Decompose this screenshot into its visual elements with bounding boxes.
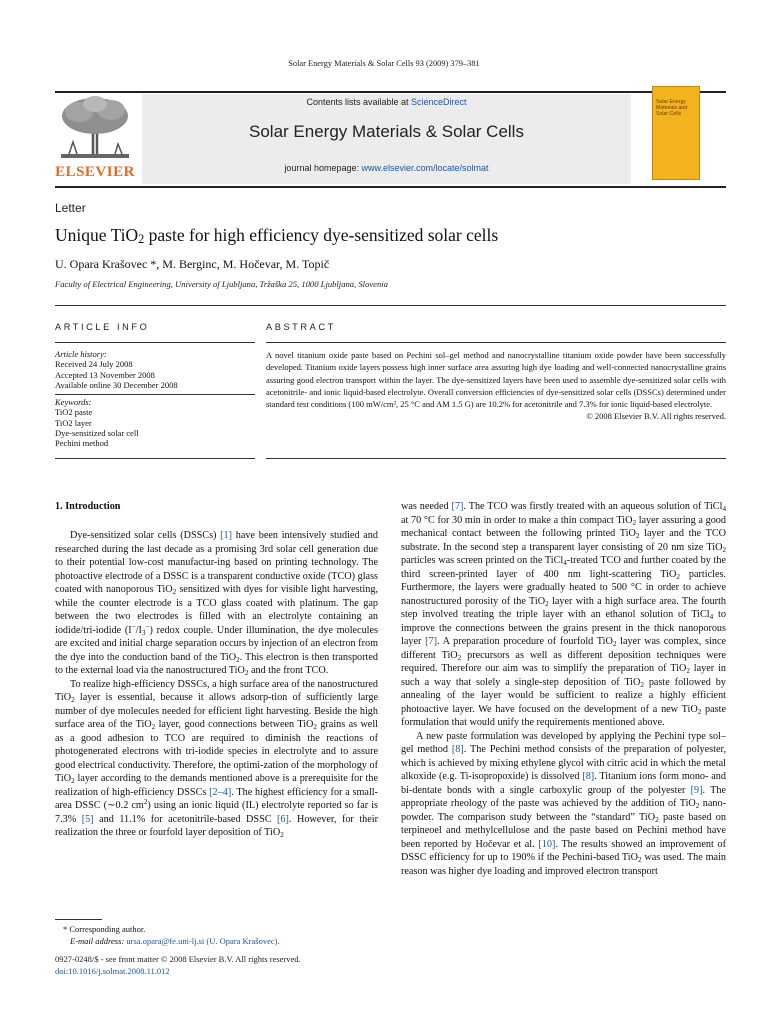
abstract-rule [266,342,726,343]
paragraph: To realize high-efficiency DSSCs, a high surface area of the nanostructured TiO$_2$ layer is essential, because it allows adsorp-tion of sufficiently large number of dye molecules needed for efficient light harvesting. Beside the high surface area of the TiO$_2$ layer, good connections between TiO$_2$ grains as well as a good adhesion to TCO are required to diminish the reactions of photogenerated electrons with tri-iodide species in electrolyte and to assure good electrical conductivity. Therefore, the optimi-zation of the morphology of TiO$_2$ layer according to the demands mentioned above is a prerequisite for the realization of high-efficiency DSSCs [2–4]. The highest efficiency for a small-area DSSC (∼0.2 $cm^2$) using an ionic liquid (IL) electrolyte reported so far is 7.3% [5] and 11.1% for acetonitrile-based DSSC [6]. However, for their realization the three or fourfold layer deposition of TiO$_2$ [55,678,379,839]
article-type: Letter [55,201,86,215]
publication-info [55,953,301,977]
title-subscript: 2 [138,232,145,246]
citation-link[interactable]: [10] [538,838,556,850]
body-column-left [55,529,378,840]
banner-title-box [142,94,631,184]
article-info-heading: ARTICLE INFO [55,322,150,332]
article-info [55,349,255,449]
keyword-item: Dye-sensitized solar cell [55,428,139,439]
info-rule [55,342,255,343]
homepage-link[interactable]: www.elsevier.com/locate/solmat [361,163,489,173]
info-bottom-rule [55,458,255,459]
history-accepted: Accepted 13 November 2008 [55,369,155,380]
running-header: Solar Energy Materials & Solar Cells 93 (2009) 379–381 [288,59,480,68]
email-link[interactable]: ursa.opara@fe.uni-lj.si (U. Opara Krašovec). [126,936,280,946]
email-label: E-mail address: [70,936,125,946]
citation-link[interactable]: [9] [690,784,703,796]
top-rule [55,91,726,93]
keyword-item: TiO2 paste [55,407,93,418]
citation-link[interactable]: [6] [277,813,289,825]
banner-bottom-rule [55,186,726,188]
issn-line: 0927-0248/$ - see front matter © 2008 Elsevier B.V. All rights reserved. [55,954,301,964]
email-line [55,935,375,947]
paragraph: Dye-sensitized solar cells (DSSCs) [1] have been intensively studied and researched during the last decade as a promising 3rd solar cell generation due to their potential low-cost manufactur-ing based on printing technology. The photoactive electrode of a DSSC is a transparent conductive oxide (TCO) glass coated with nanoporous TiO$_2$ sensitized with dyes for visible light harvesting, while the counter electrode is a TCO glass coated with platinum. The gap between the two electrodes is filled with an electrolyte containing an iodide/tri-iodide $(I^-/I_3^-)$ redox couple. Under illumination, the dye molecules are excited and initial charge separation occurs by injection of an electron from the dye into the conduction band of the TiO$_2$. This electron is then transported to the external load via the nanostructured TiO$_2$ and the front TCO. [55,530,378,677]
footnote [55,923,375,947]
citation-link[interactable]: [1] [220,530,233,541]
keyword-item: TiO2 layer [55,417,92,428]
citation-link[interactable]: [2–4] [209,786,232,798]
article-title [55,225,498,246]
abstract-block [266,349,726,423]
footnote-rule [55,919,102,920]
journal-banner [55,94,726,184]
history-received: Received 24 July 2008 [55,359,133,370]
paragraph: A new paste formulation was developed by applying the Pechini type sol–gel method [8]. The Pechini method consists of the preparation of polyester, which is achieved by mixing ethylene glycol with citric acid in which the metal alkoxide (e.g. Ti-isopropoxide) is dissolved [8]. Titanium ions form mono- and bi-dentate bonds with a single carboxylic group of the polyester [9]. The appropriate rheology of the paste was achieved by the addition of TiO$_2$ nano-powder. The comparison study between the “standard” TiO$_2$ paste based on terpineoel and methylcellulose and the paste based on Pechini method have been reported by Hočevar et al. [10]. The results showed an improvement of DSSC efficiency for up to 190% if the Pechini-based TiO$_2$ was used. The main reason was higher dye loading and improved electron transport [401,730,727,877]
citation-link[interactable]: [5] [81,813,94,825]
history-label: Article history: [55,349,107,359]
citation-link[interactable]: [7] [425,636,437,647]
author-list: U. Opara Krašovec *, M. Berginc, M. Hočevar, M. Topič [55,257,330,271]
journal-title: Solar Energy Materials & Solar Cells [249,122,524,141]
homepage-prefix: journal homepage: [284,163,362,173]
sciencedirect-link[interactable]: ScienceDirect [411,97,467,107]
title-divider [55,305,726,306]
abstract-bottom-rule [266,458,726,459]
citation-link[interactable]: [8] [582,771,595,782]
elsevier-tree-logo [55,94,135,184]
paragraph: was needed [7]. The TCO was firstly treated with an aqueous solution of TiCl$_4$ at 70 °C for 30 min in order to make a thin compact TiO$_2$ layer assuring a good mechanical contact between the following printed TiO$_2$ layer and the TCO substrate. In the second step a transparent layer consisting of 20 nm size TiO$_2$ particles was screen printed on the TiCl$_4$-treated TCO and further coated by the third screen-printed layer of 400 nm light-scattering TiO$_2$ particles. Furthermore, the layers were gradually heated to 500 °C in order to achieve nanostructured porosity of the TiO$_2$ layer with a high surface area. The fourth step involved treating the triple layer with an ethanol solution of TiCl$_4$ to improve the connections between the grains present in the thick nanoporous layer [7]. A preparation procedure of fourfold TiO$_2$ layer was complex, since different TiO$_2$ precursors as well as different deposition techniques were required. Therefore our aim was to simplify the preparation of TiO$_2$ layer in such a way that solely a single-step deposition of TiO$_2$ paste followed by annealing of the layer would be sufficient to realize a highly efficient photoactive layer. We have focused on the development of a new TiO$_2$ paste formulation that would unify the requirements mentioned above. [401,501,726,728]
info-mid-rule [55,394,255,395]
affiliation: Faculty of Electrical Engineering, University of Ljubljana, Tržaška 25, 1000 Ljubljana, Slovenia [55,279,388,289]
history-online: Available online 30 December 2008 [55,379,178,390]
abstract-text: A novel titanium oxide paste based on Pechini sol–gel method and nanocrystalline titanium oxide powder have been successfully developed. Titanium oxide layers possess high inner surface area assuring high dye loading and well-connected nanocrystalline grains assuring good electron transport within the layer. The dye-sensitized layers have been used to assemble dye-sensitized solar cells with acetonitrile- and ionic liquid-based electrolyte. Overall conversion efficiencies of dye-sensitized solar cells (DSSCs) determined under standard test conditions (100 mW/cm², 25 °C and AM 1.5 G) are 10.2% for acetonitrile and 7.3% for ionic liquid-based electrolyte. [266,350,726,410]
title-part-1: Unique TiO [55,225,139,245]
contents-line [142,97,631,107]
contents-prefix: Contents lists available at [306,97,412,107]
corresponding-author-note: * Corresponding author. [63,924,146,934]
cover-title: Solar Energy Materials and Solar Cells [656,99,688,117]
title-part-2: paste for high efficiency dye-sensitized solar cells [144,225,499,245]
keywords-label: Keywords: [55,397,92,408]
section-heading: 1. Introduction [55,501,121,512]
citation-link[interactable]: [8] [451,744,464,755]
publisher-wordmark: ELSEVIER [55,164,135,180]
keyword-item: Pechini method [55,438,109,449]
journal-cover-thumbnail [652,86,700,180]
citation-link[interactable]: [7] [451,501,464,512]
abstract-copyright: © 2008 Elsevier B.V. All rights reserved. [586,411,726,422]
abstract-heading: ABSTRACT [266,322,336,332]
doi-link[interactable]: doi:10.1016/j.solmat.2008.11.012 [55,966,170,976]
body-column-right [401,500,726,878]
homepage-line [142,163,631,173]
